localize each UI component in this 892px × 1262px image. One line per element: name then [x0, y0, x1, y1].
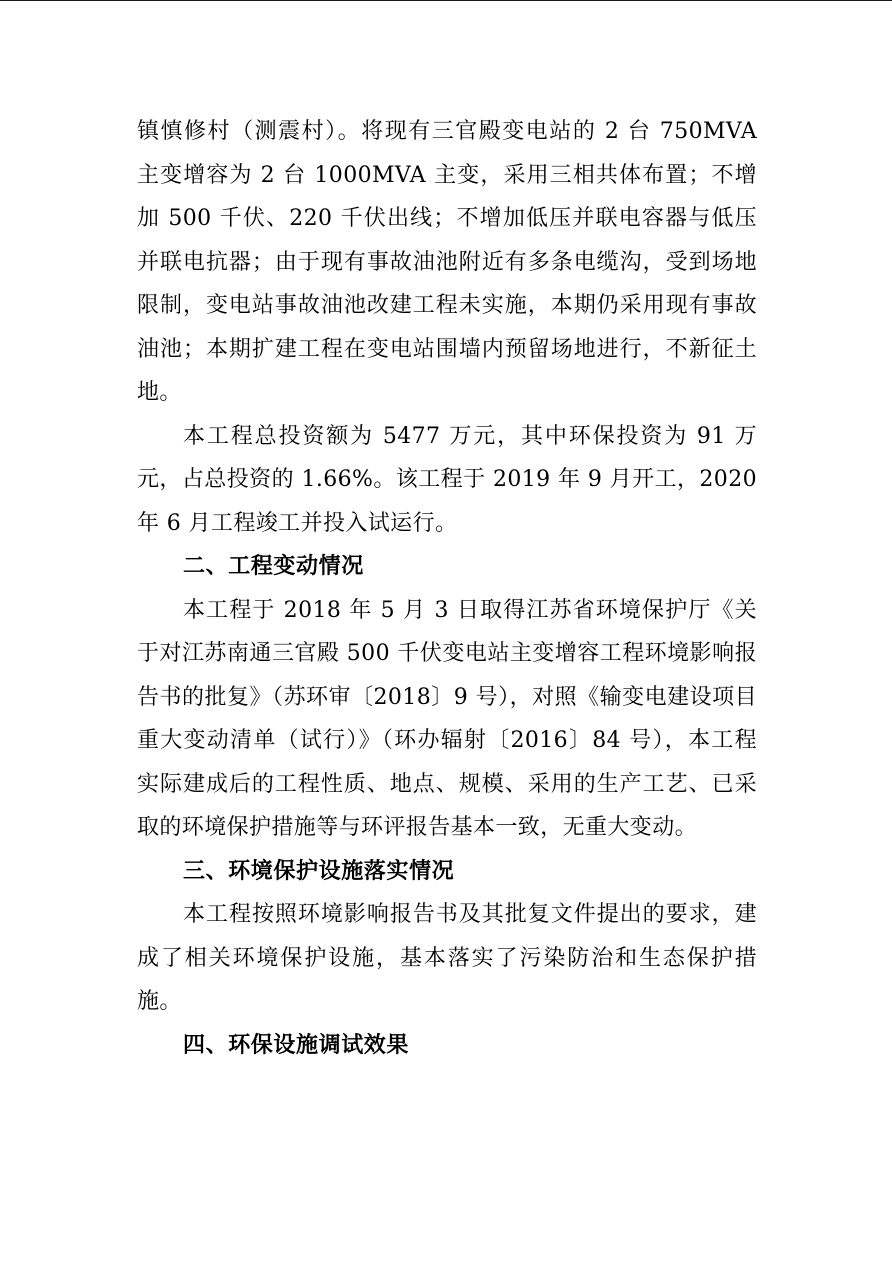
section-heading-environmental-facilities: 三、环境保护设施落实情况: [183, 858, 455, 884]
section-heading-commissioning-results: 四、环保设施调试效果: [183, 1032, 410, 1058]
top-border-line: [0, 0, 892, 1]
paragraph-investment: 本工程总投资额为 5477 万元，其中环保投资为 91 万元，占总投资的 1.66%。该工程于 2019 年 9 月开工，2020 年 6 月工程竣工并投入试运行。: [137, 423, 757, 536]
paragraph-environmental-facilities: 本工程按照环境影响报告书及其批复文件提出的要求，建成了相关环境保护设施，基本落实了污染防治和生态保护措施。: [137, 902, 757, 1014]
paragraph-project-changes: 本工程于 2018 年 5 月 3 日取得江苏省环境保护厅《关于对江苏南通三官殿 500 千伏变电站主变增容工程环境影响报告书的批复》（苏环审〔2018〕9 号），对照《输变电建设项目重大变动清单（试行）》（环办辐射〔2016〕84 号），本工程实际建成后的工程性质、地点、规模、采用的生产工艺、已采取的环境保护措施等与环评报告基本一致，无重大变动。: [137, 597, 757, 840]
section-heading-project-changes: 二、工程变动情况: [183, 554, 364, 579]
document-body: [137, 110, 757, 1067]
paragraph-project-scope: 镇慎修村（测震村）。将现有三官殿变电站的 2 台 750MVA 主变增容为 2 台 1000MVA 主变，采用三相共体布置；不增加 500 千伏、220 千伏出线；不增加低压并联电容器与低压并联电抗器；由于现有事故油池附近有多条电缆沟，受到场地限制，变电站事故油池改建工程未实施，本期仍采用现有事故油池；本期扩建工程在变电站围墙内预留场地进行，不新征土地。: [137, 119, 757, 405]
